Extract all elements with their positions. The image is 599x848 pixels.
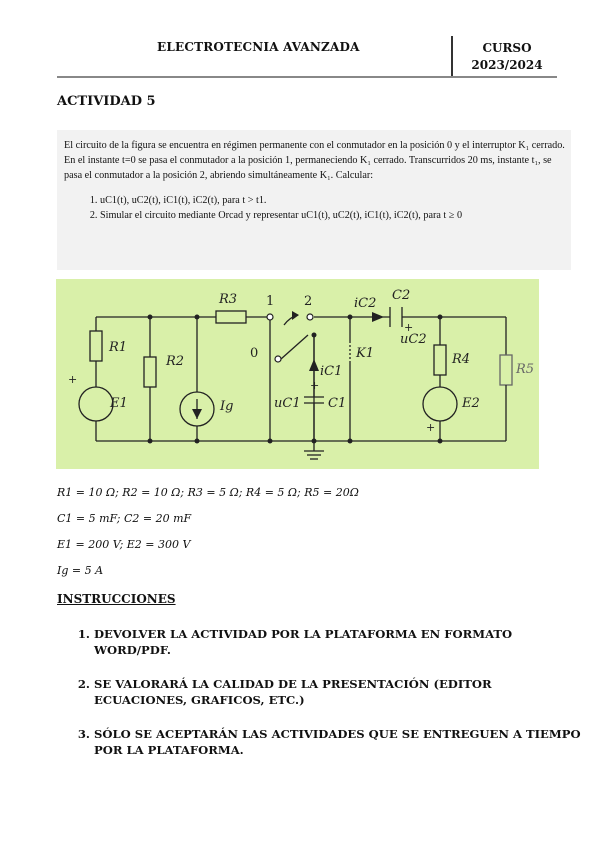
label-c1: C1 <box>328 396 347 411</box>
instructions-list <box>78 626 584 776</box>
svg-text:+: + <box>68 373 78 386</box>
header-course <box>457 40 557 74</box>
course-label: CURSO <box>482 41 532 55</box>
course-year: 2023/2024 <box>471 58 543 72</box>
statement-list <box>64 193 565 223</box>
label-pos2: 2 <box>304 294 313 309</box>
svg-text:+: + <box>426 421 436 434</box>
instructions-title: INSTRUCCIONES <box>57 592 176 606</box>
label-pos1: 1 <box>266 294 275 309</box>
label-uc1: uC1 <box>274 396 301 411</box>
label-c2: C2 <box>392 288 411 303</box>
param-current: Ig = 5 A <box>57 564 104 577</box>
header-title: ELECTROTECNIA AVANZADA <box>157 40 360 54</box>
label-r3: R3 <box>219 292 238 307</box>
label-uc2: uC2 <box>400 332 427 347</box>
label-r4: R4 <box>452 352 471 367</box>
label-ic1: iC1 <box>320 364 343 379</box>
label-e1: E1 <box>110 396 128 411</box>
label-ig: Ig <box>220 399 234 414</box>
activity-title: ACTIVIDAD 5 <box>57 94 156 109</box>
label-pos0: 0 <box>250 346 259 361</box>
label-e2: E2 <box>462 396 480 411</box>
page-header <box>57 36 557 76</box>
statement-paragraph: El circuito de la figura se encuentra en régimen permanente con el conmutador en la posición 0 y el interruptor K₁ cerrado. En el instante t=0 se pasa el conmutador a la posición 1, permaneciendo K₁ cerrado. Transcurridos 20 ms, instante t₁, se pasa el conmutador a la posición 2, abriendo simultáneamente K₁. Calcular: <box>64 140 565 181</box>
label-k1: K1 <box>356 346 374 361</box>
problem-statement <box>57 130 571 270</box>
instruction-item: 3. SÓLO SE ACEPTARÁN LAS ACTIVIDADES QUE SE ENTREGUEN A TIEMPO POR LA PLATAFORMA. <box>94 726 584 758</box>
param-sources: E1 = 200 V; E2 = 300 V <box>57 538 191 551</box>
param-capacitors: C1 = 5 mF; C2 = 20 mF <box>57 512 192 525</box>
svg-text:+: + <box>404 321 414 334</box>
statement-item: 2. Simular el circuito mediante Orcad y representar uC1(t), uC2(t), iC1(t), iC2(t), para t ≥ 0 <box>100 208 565 223</box>
circuit-diagram <box>56 279 539 469</box>
instruction-item: 1. DEVOLVER LA ACTIVIDAD POR LA PLATAFORMA EN FORMATO WORD/PDF. <box>94 626 584 658</box>
instruction-item: 2. SE VALORARÁ LA CALIDAD DE LA PRESENTACIÓN (EDITOR ECUACIONES, GRAFICOS, ETC.) <box>94 676 584 708</box>
header-rule <box>57 76 557 78</box>
label-ic2: iC2 <box>354 296 377 311</box>
header-divider <box>451 36 453 76</box>
label-r5: R5 <box>516 362 535 377</box>
label-r2: R2 <box>166 354 185 369</box>
param-resistors: R1 = 10 Ω; R2 = 10 Ω; R3 = 5 Ω; R4 = 5 Ω; R5 = 20Ω <box>57 486 359 499</box>
label-r1: R1 <box>109 340 128 355</box>
svg-text:+: + <box>310 379 320 392</box>
statement-item: 1. uC1(t), uC2(t), iC1(t), iC2(t), para t > t1. <box>100 193 565 208</box>
circuit-figure <box>56 279 539 469</box>
